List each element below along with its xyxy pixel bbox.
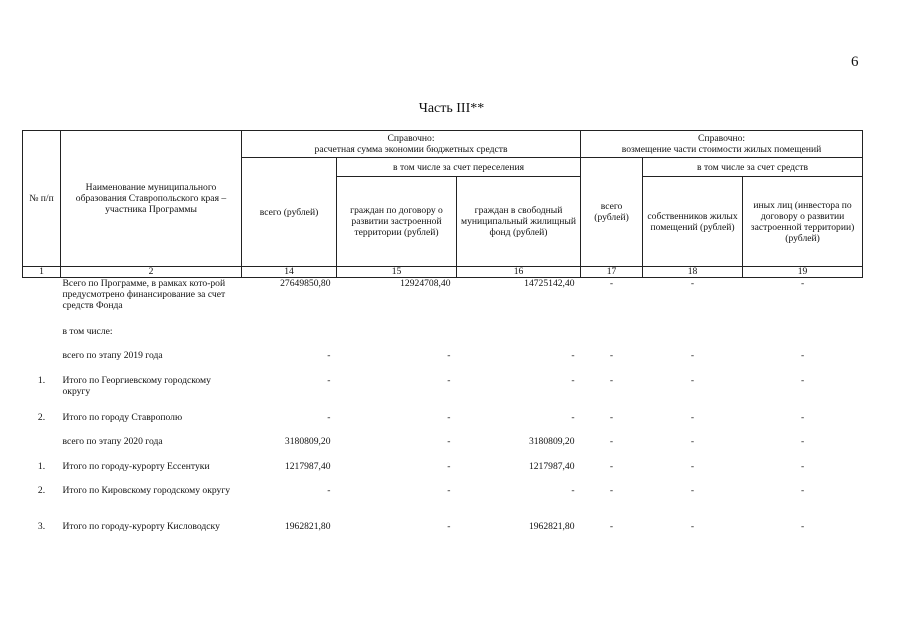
row-name: всего по этапу 2019 года	[62, 349, 163, 361]
row-no: 1.	[37, 374, 46, 386]
cell-14: 3180809,20	[284, 435, 331, 447]
cell-15	[337, 326, 457, 350]
row-no	[23, 278, 61, 326]
table-row	[23, 412, 863, 436]
row-name: Итого по городу-курорту Ессентуки	[62, 460, 210, 472]
row-name: Итого по городу Ставрополю	[62, 411, 183, 423]
cell-16	[457, 326, 581, 350]
col-number: 15	[337, 267, 457, 278]
table-row	[23, 278, 863, 326]
cell-15: -	[447, 435, 451, 447]
row-name: всего по этапу 2020 года	[62, 435, 163, 447]
row-name: Итого по Кировскому городскому округу	[62, 484, 231, 496]
cell-14: 1217987,40	[284, 460, 331, 472]
row-no	[23, 326, 61, 350]
cell-14	[242, 326, 337, 350]
cell-17	[581, 326, 643, 350]
cell-17: -	[609, 374, 614, 386]
cell-14: -	[327, 349, 331, 361]
header-group-compensation: Справочно: возмещение части стоимости жилых помещений	[581, 131, 863, 158]
page-number: 6	[851, 54, 859, 70]
cell-17: -	[609, 411, 614, 423]
cell-15: -	[447, 349, 451, 361]
cell-17: -	[609, 484, 614, 496]
cell-19: -	[800, 374, 805, 386]
header-col-name: Наименование муниципального образования Ставропольского края – участника Программы	[61, 131, 242, 267]
cell-18: -	[690, 278, 695, 289]
cell-18: -	[690, 435, 695, 447]
cell-17: -	[609, 349, 614, 361]
table-row	[23, 375, 863, 412]
header-group-economy: Справочно: расчетная сумма экономии бюджетных средств	[242, 131, 581, 158]
cell-18: -	[690, 374, 695, 386]
cell-16: 1217987,40	[528, 460, 575, 472]
col-number: 2	[61, 267, 242, 278]
cell-17: -	[609, 278, 614, 289]
cell-15: 12924708,40	[400, 278, 451, 289]
cell-18: -	[690, 349, 695, 361]
cell-19: -	[800, 484, 805, 496]
cell-19: -	[800, 520, 805, 532]
header-col-16: граждан в свободный муниципальный жилищный фонд (рублей)	[457, 177, 581, 267]
table-row	[23, 461, 863, 485]
col-number: 19	[743, 267, 863, 278]
cell-19: -	[800, 435, 805, 447]
col-number: 14	[242, 267, 337, 278]
table-row	[23, 436, 863, 461]
header-col-15: граждан по договору о развитии застроенной территории (рублей)	[337, 177, 457, 267]
cell-14: 1962821,80	[284, 520, 331, 532]
header-sub-relocation: в том числе за счет переселения	[337, 158, 581, 177]
cell-14: 27649850,80	[280, 278, 331, 289]
cell-14: -	[327, 374, 331, 386]
cell-16: 3180809,20	[528, 435, 575, 447]
table-row	[23, 521, 863, 549]
header-col-14: всего (рублей)	[242, 158, 337, 267]
row-no: 2.	[37, 411, 46, 423]
cell-18: -	[690, 484, 695, 496]
cell-18: -	[690, 460, 695, 472]
header-sub-funds: в том числе за счет средств	[643, 158, 863, 177]
header-col-17: всего (рублей)	[581, 158, 643, 267]
cell-14: -	[327, 411, 331, 423]
table-row	[23, 485, 863, 521]
row-name: Итого по Георгиевскому городскому округу	[62, 374, 211, 397]
data-table	[22, 130, 863, 549]
col-number: 18	[643, 267, 743, 278]
cell-19	[743, 326, 863, 350]
cell-19: -	[800, 349, 805, 361]
cell-15: -	[447, 374, 451, 386]
cell-16: -	[571, 411, 575, 423]
cell-16: -	[571, 484, 575, 496]
cell-15: -	[447, 460, 451, 472]
cell-19: -	[800, 460, 805, 472]
cell-16: 1962821,80	[528, 520, 575, 532]
row-name: Всего по Программе, в рамках кото-рой предусмотрено финансирование за счет средств Фонда	[62, 278, 226, 311]
row-no	[23, 350, 61, 375]
row-no: 3.	[37, 520, 46, 532]
cell-18: -	[690, 520, 695, 532]
header-col-19: иных лиц (инвестора по договору о развитии застроенной территории) (рублей)	[743, 177, 863, 267]
cell-17: -	[609, 520, 614, 532]
cell-15: -	[447, 484, 451, 496]
cell-15: -	[447, 411, 451, 423]
header-col-no: № п/п	[23, 131, 61, 267]
col-number: 1	[23, 267, 61, 278]
table-row	[23, 350, 863, 375]
cell-19: -	[800, 411, 805, 423]
col-number: 17	[581, 267, 643, 278]
cell-16: 14725142,40	[524, 278, 575, 289]
row-no: 1.	[37, 460, 46, 472]
cell-15: -	[447, 520, 451, 532]
col-number: 16	[457, 267, 581, 278]
cell-16: -	[571, 374, 575, 386]
row-no: 2.	[37, 484, 46, 496]
row-no	[23, 436, 61, 461]
cell-18	[643, 326, 743, 350]
cell-19: -	[800, 278, 805, 289]
row-name: в том числе:	[62, 325, 113, 337]
cell-16: -	[571, 349, 575, 361]
row-name: Итого по городу-курорту Кисловодску	[62, 520, 220, 532]
cell-18: -	[690, 411, 695, 423]
header-col-18: собственников жилых помещений (рублей)	[643, 177, 743, 267]
cell-17: -	[609, 435, 614, 447]
table-row	[23, 326, 863, 350]
cell-14: -	[327, 484, 331, 496]
data-table-container	[22, 130, 862, 549]
cell-17: -	[609, 460, 614, 472]
part-title: Часть III**	[418, 101, 485, 116]
